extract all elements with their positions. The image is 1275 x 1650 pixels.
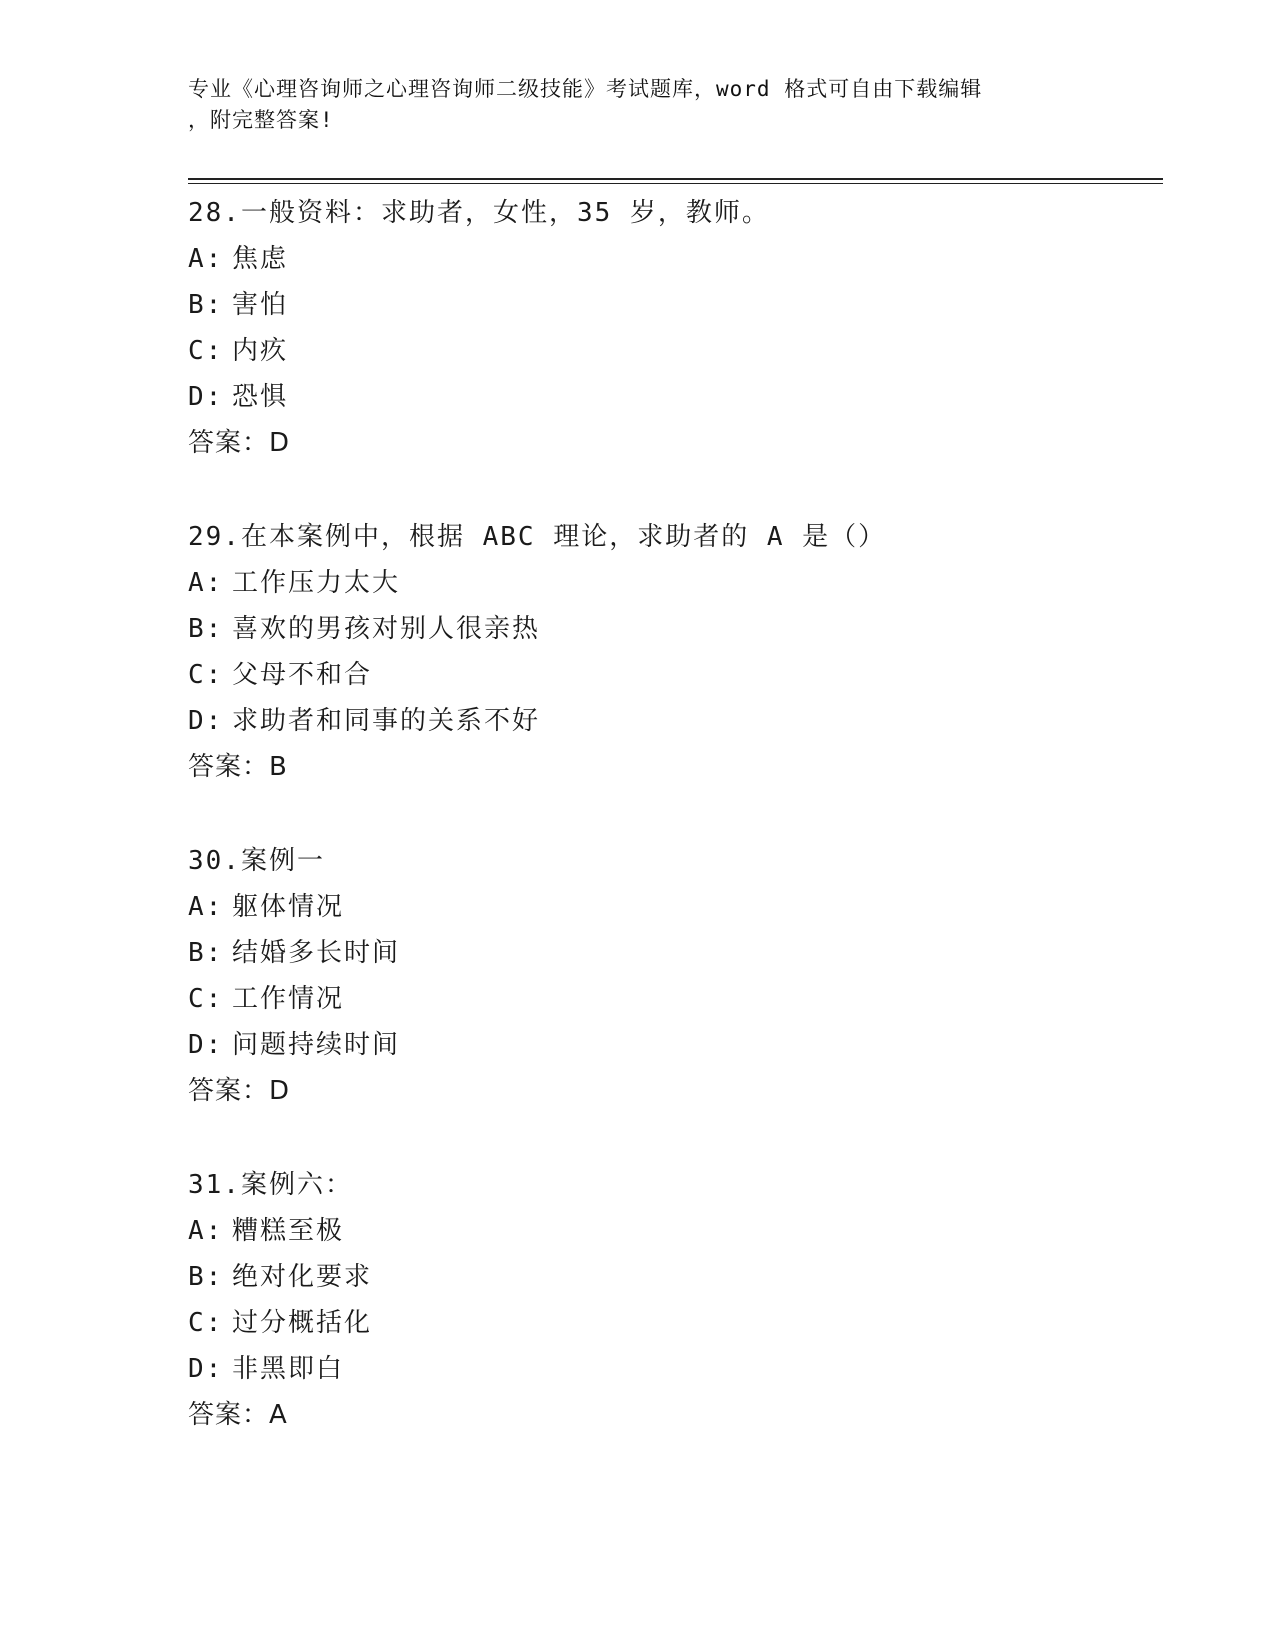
- option-label: C:: [188, 336, 224, 366]
- option-b: [188, 930, 1163, 976]
- question-29: [188, 514, 1163, 790]
- option-text: 糟糕至极: [232, 1216, 345, 1246]
- header-divider-thick: [188, 178, 1163, 180]
- option-label: C:: [188, 1308, 224, 1338]
- header-line-1: 专业《心理咨询师之心理咨询师二级技能》考试题库，word 格式可自由下载编辑: [188, 77, 983, 101]
- option-label: C:: [188, 984, 224, 1014]
- option-b: [188, 1254, 1163, 1300]
- answer-line: 答案：D: [188, 428, 291, 458]
- option-text: 父母不和合: [232, 660, 373, 690]
- option-text: 喜欢的男孩对别人很亲热: [232, 614, 541, 644]
- option-a: [188, 1208, 1163, 1254]
- question-28: [188, 190, 1163, 466]
- option-text: 求助者和同事的关系不好: [232, 706, 541, 736]
- question-stem: 29.在本案例中，根据 ABC 理论，求助者的 A 是（）: [188, 522, 887, 552]
- option-c: [188, 976, 1163, 1022]
- answer-line: 答案：B: [188, 752, 288, 782]
- option-label: B:: [188, 1262, 224, 1292]
- question-stem: 28.一般资料：求助者，女性，35 岁，教师。: [188, 198, 770, 228]
- option-c: [188, 1300, 1163, 1346]
- option-label: A:: [188, 892, 224, 922]
- answer-line: 答案：A: [188, 1400, 288, 1430]
- option-text: 工作情况: [232, 984, 345, 1014]
- option-text: 害怕: [232, 290, 289, 320]
- document-header: [188, 74, 1088, 136]
- header-divider-thin: [188, 183, 1163, 184]
- option-b: [188, 282, 1163, 328]
- option-text: 躯体情况: [232, 892, 345, 922]
- option-label: D:: [188, 1354, 224, 1384]
- option-text: 过分概括化: [232, 1308, 373, 1338]
- option-label: B:: [188, 938, 224, 968]
- option-label: A:: [188, 244, 224, 274]
- question-31: [188, 1162, 1163, 1438]
- option-text: 焦虑: [232, 244, 289, 274]
- option-d: [188, 1022, 1163, 1068]
- question-list: [188, 190, 1163, 1486]
- header-line-2: ，附完整答案!: [188, 108, 334, 132]
- option-label: B:: [188, 290, 224, 320]
- option-label: A:: [188, 1216, 224, 1246]
- answer-line: 答案：D: [188, 1076, 291, 1106]
- option-text: 工作压力太大: [232, 568, 401, 598]
- option-a: [188, 560, 1163, 606]
- option-b: [188, 606, 1163, 652]
- option-text: 恐惧: [232, 382, 289, 412]
- option-text: 问题持续时间: [232, 1030, 401, 1060]
- option-c: [188, 328, 1163, 374]
- option-d: [188, 1346, 1163, 1392]
- option-d: [188, 698, 1163, 744]
- option-label: D:: [188, 1030, 224, 1060]
- option-text: 结婚多长时间: [232, 938, 401, 968]
- option-c: [188, 652, 1163, 698]
- option-label: D:: [188, 706, 224, 736]
- option-a: [188, 884, 1163, 930]
- option-label: D:: [188, 382, 224, 412]
- question-30: [188, 838, 1163, 1114]
- option-text: 内疚: [232, 336, 289, 366]
- option-a: [188, 236, 1163, 282]
- option-label: C:: [188, 660, 224, 690]
- option-d: [188, 374, 1163, 420]
- option-text: 非黑即白: [232, 1354, 345, 1384]
- question-stem: 30.案例一: [188, 846, 325, 876]
- option-label: B:: [188, 614, 224, 644]
- option-label: A:: [188, 568, 224, 598]
- question-stem: 31.案例六：: [188, 1170, 353, 1200]
- option-text: 绝对化要求: [232, 1262, 373, 1292]
